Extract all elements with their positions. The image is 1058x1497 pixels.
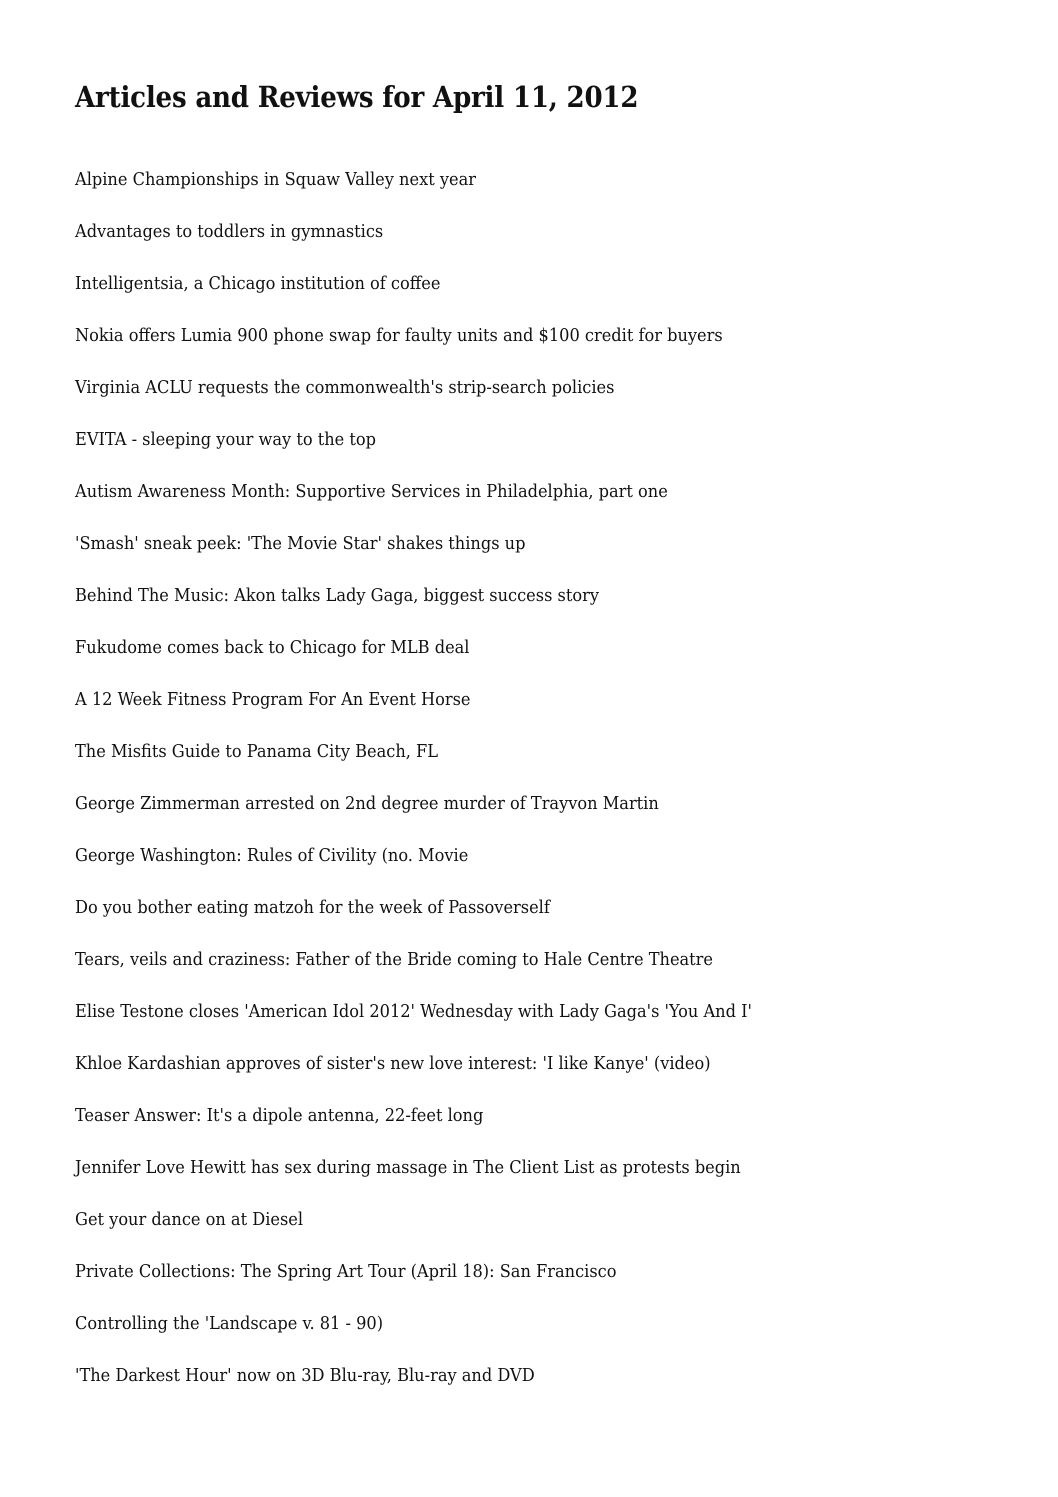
article-list [75, 168, 752, 1416]
article-item: Nokia offers Lumia 900 phone swap for faulty units and $100 credit for buyers [75, 325, 723, 346]
article-item: George Zimmerman arrested on 2nd degree murder of Trayvon Martin [75, 793, 659, 814]
article-item: Get your dance on at Diesel [75, 1209, 304, 1230]
article-item: Khloe Kardashian approves of sister's new love interest: 'I like Kanye' (video) [75, 1053, 711, 1074]
article-item: Do you bother eating matzoh for the week of Passoverself [75, 897, 550, 918]
article-item: 'The Darkest Hour' now on 3D Blu-ray, Blu-ray and DVD [75, 1365, 535, 1386]
article-item: Tears, veils and craziness: Father of the Bride coming to Hale Centre Theatre [75, 949, 714, 970]
article-item: Advantages to toddlers in gymnastics [75, 221, 384, 242]
article-item: Alpine Championships in Squaw Valley next year [75, 169, 476, 190]
article-item: Jennifer Love Hewitt has sex during massage in The Client List as protests begin [75, 1157, 741, 1178]
article-item: Behind The Music: Akon talks Lady Gaga, biggest success story [75, 585, 599, 606]
article-item: EVITA - sleeping your way to the top [75, 429, 376, 450]
article-item: Teaser Answer: It's a dipole antenna, 22-feet long [75, 1105, 484, 1126]
article-item: Private Collections: The Spring Art Tour (April 18): San Francisco [75, 1261, 617, 1282]
article-item: Controlling the 'Landscape v. 81 - 90) [75, 1313, 384, 1334]
article-item: Fukudome comes back to Chicago for MLB deal [75, 637, 470, 658]
article-item: A 12 Week Fitness Program For An Event Horse [75, 689, 471, 710]
article-item: Elise Testone closes 'American Idol 2012' Wednesday with Lady Gaga's 'You And I' [75, 1001, 752, 1022]
article-item: The Misfits Guide to Panama City Beach, FL [75, 741, 439, 762]
article-item: Autism Awareness Month: Supportive Services in Philadelphia, part one [75, 481, 668, 502]
article-item: Virginia ACLU requests the commonwealth's strip-search policies [75, 377, 615, 398]
article-item: Intelligentsia, a Chicago institution of coffee [75, 273, 441, 294]
page-title: Articles and Reviews for April 11, 2012 [75, 80, 639, 114]
article-item: George Washington: Rules of Civility (no. Movie [75, 845, 469, 866]
article-item: 'Smash' sneak peek: 'The Movie Star' shakes things up [75, 533, 526, 554]
